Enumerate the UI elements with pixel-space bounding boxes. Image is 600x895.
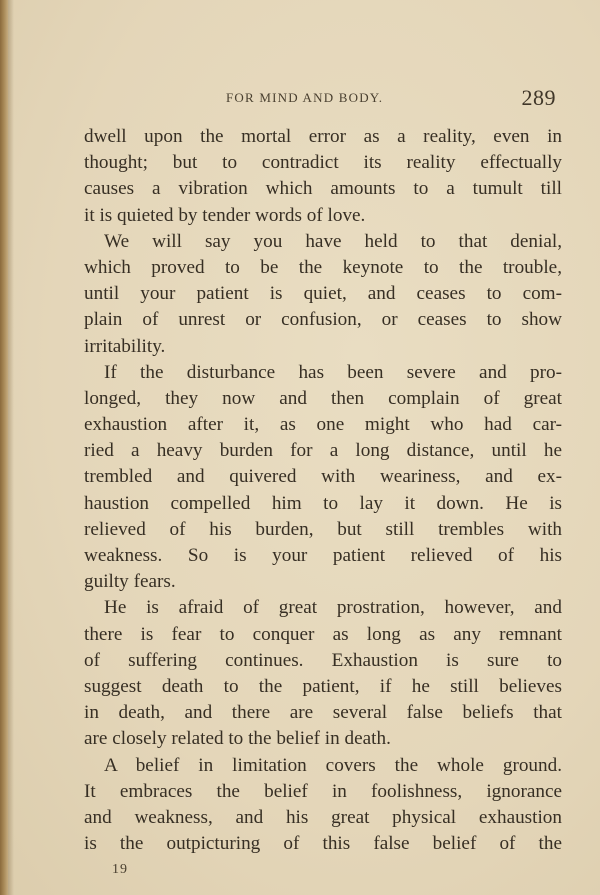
text-line: which proved to be the keynote to the trouble, xyxy=(84,256,562,278)
text-line: trembled and quivered with weariness, and ex- xyxy=(84,466,562,488)
text-line: is the outpicturing of this false belief of the xyxy=(84,833,562,855)
text-line: of suffering continues. Exhaustion is sure to xyxy=(84,649,562,671)
text-line: longed, they now and then complain of great xyxy=(84,387,562,409)
text-line: haustion compelled him to lay it down. He is xyxy=(84,492,562,514)
text-line: A belief in limitation covers the whole ground. xyxy=(104,754,562,776)
paragraph xyxy=(84,229,562,360)
text-line: exhaustion after it, as one might who had car- xyxy=(84,414,562,436)
text-line: It embraces the belief in foolishness, ignorance xyxy=(84,780,562,802)
text-line: plain of unrest or confusion, or ceases to show xyxy=(84,309,562,331)
running-title: FOR MIND AND BODY. xyxy=(226,90,384,105)
binding-shadow xyxy=(8,0,14,895)
text-line: guilty fears. xyxy=(84,571,176,593)
text-line: dwell upon the mortal error as a reality, even in xyxy=(84,126,562,147)
paragraph xyxy=(84,360,562,596)
text-line: weakness. So is your patient relieved of his xyxy=(84,545,562,566)
text-line: relieved of his burden, but still trembles with xyxy=(84,518,562,540)
page-number: 289 xyxy=(521,85,556,110)
paragraph xyxy=(84,753,562,858)
book-binding-edge xyxy=(0,0,8,895)
text-line: and weakness, and his great physical exhaustion xyxy=(84,806,562,828)
body-text xyxy=(84,124,562,857)
running-header xyxy=(84,85,562,110)
text-line: it is quieted by tender words of love. xyxy=(84,204,366,226)
text-line: We will say you have held to that denial, xyxy=(104,230,562,252)
text-line: are closely related to the belief in death. xyxy=(84,728,391,750)
text-line: until your patient is quiet, and ceases to com- xyxy=(84,283,562,305)
text-line: suggest death to the patient, if he still believes xyxy=(84,675,562,697)
signature-mark: 19 xyxy=(112,862,128,877)
text-line: there is fear to conquer as long as any remnant xyxy=(84,623,562,645)
paragraph xyxy=(84,124,562,229)
text-line: in death, and there are several false beliefs that xyxy=(84,702,562,724)
text-line: He is afraid of great prostration, however, and xyxy=(104,597,562,619)
text-line: ried a heavy burden for a long distance, until he xyxy=(84,440,562,462)
text-line: If the disturbance has been severe and pro- xyxy=(104,361,562,383)
text-line: irritability. xyxy=(84,335,166,357)
text-line: causes a vibration which amounts to a tumult till xyxy=(84,178,562,200)
paragraph xyxy=(84,595,562,752)
text-line: thought; but to contradict its reality effectually xyxy=(84,152,562,174)
